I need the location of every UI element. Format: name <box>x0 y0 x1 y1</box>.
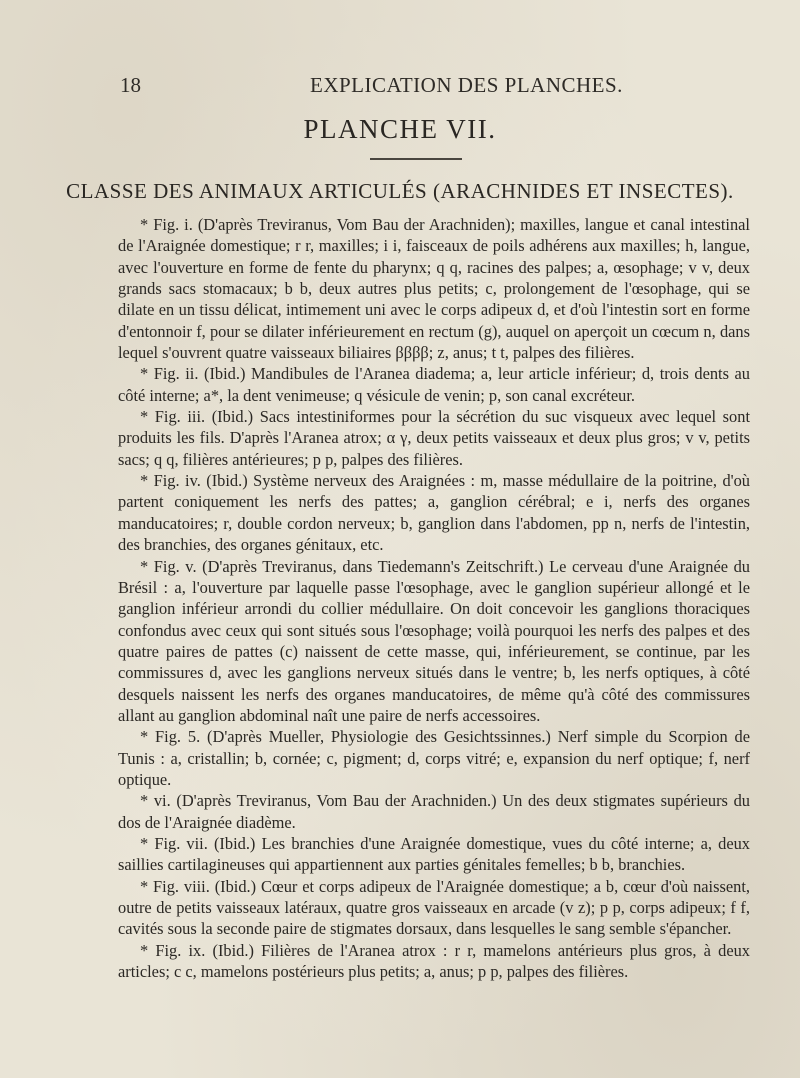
paragraph-fig-6: * vi. (D'après Treviranus, Vom Bau der Arachniden.) Un des deux stigmates supérieurs du dos de l'Araignée diadème. <box>118 791 750 832</box>
running-head: EXPLICATION DES PLANCHES. <box>310 73 623 97</box>
paragraph-fig-4: * Fig. iv. (Ibid.) Système nerveux des Araignées : m, masse médullaire de la poitrine, d'où partent coniquement les nerfs des pattes; a, ganglion cérébral; e i, nerfs des organes manducatoires; r, double cordon nerveux; b, ganglion dans l'abdomen, pp n, nerfs de l'intestin, des branchies, des organes génitaux, etc. <box>118 471 750 555</box>
page-number: 18 <box>120 73 141 97</box>
paragraph-fig-5-arabic: * Fig. 5. (D'après Mueller, Physiologie des Gesichtssinnes.) Nerf simple du Scorpion de Tunis : a, cristallin; b, cornée; c, pigment; d, corps vitré; e, expansion du nerf optique; f, nerf optique. <box>118 727 750 789</box>
paragraph-fig-7: * Fig. vii. (Ibid.) Les branchies d'une Araignée domestique, vues du côté interne; a, deux saillies cartilagineuses qui appartiennent aux parties génitales femelles; b b, branchies. <box>118 833 750 875</box>
page-header <box>120 73 760 103</box>
plate-explanation-text <box>118 214 750 982</box>
section-title: CLASSE DES ANIMAUX ARTICULÉS (ARACHNIDES ET INSECTES). <box>66 179 734 203</box>
paragraph-fig-8: * Fig. viii. (Ibid.) Cœur et corps adipeux de l'Araignée domestique; a b, cœur d'où naissent, outre de petits vaisseaux latéraux, quatre gros vaisseaux en arcade (v z); p p, corps adipeux; f f, cavités sous la seconde paire de stigmates dorsaux, dans lesquelles le sang semble s'épancher. <box>118 876 750 939</box>
paragraph-fig-1: * Fig. i. (D'après Treviranus, Vom Bau der Arachniden); maxilles, langue et canal intestinal de l'Araignée domestique; r r, maxilles; i i, faisceaux de poils adhérens aux maxilles; h, langue, avec l'ouverture en forme de fente du pharynx; q q, racines des palpes; a, œsophage; v v, deux grands sacs stomacaux; b b, deux autres plus petits; c, prolongement de l'œsophage, qui se dilate en un tissu délicat, intimement uni avec le corps adipeux d, et d'où l'intestin sort en forme d'entonnoir f, pour se dilater inférieurement en rectum (g), auquel on aperçoit un cœcum n, dans lequel s'ouvrent quatre vaisseaux biliaires ββββ; z, anus; t t, palpes des filières. <box>118 215 750 363</box>
title-rule <box>370 158 462 160</box>
plate-title: PLANCHE VII. <box>303 114 497 144</box>
paragraph-fig-2: * Fig. ii. (Ibid.) Mandibules de l'Aranea diadema; a, leur article inférieur; d, trois dents au côté interne; a*, la dent venimeuse; q vésicule de venin; p, son canal excréteur. <box>118 364 750 405</box>
paragraph-fig-9: * Fig. ix. (Ibid.) Filières de l'Aranea atrox : r r, mamelons antérieurs plus gros, à deux articles; c c, mamelons postérieurs plus petits; a, anus; p p, palpes des filières. <box>118 940 750 982</box>
paragraph-fig-3: * Fig. iii. (Ibid.) Sacs intestiniformes pour la sécrétion du suc visqueux avec lequel sont produits les fils. D'après l'Aranea atrox; α γ, deux petits vaisseaux et deux plus gros; v v, petits sacs; q q, filières antérieures; p p, palpes des filières. <box>118 407 750 469</box>
paragraph-fig-5-roman: * Fig. v. (D'après Treviranus, dans Tiedemann's Zeitschrift.) Le cerveau d'une Araignée du Brésil : a, l'ouverture par laquelle passe l'œsophage, avec le ganglion supérieur allongé et le ganglion inférieur arrondi du collier médullaire. On doit concevoir les ganglions thoraciques confondus avec ceux qui sont situés sous l'œsophage; voilà pourquoi les nerfs des palpes et des quatre paires de pattes (c) naissent de cette masse, qui, inférieurement, se continue, par les commissures d, avec les ganglions nerveux situés dans le ventre; b, les nerfs optiques, à côté desquels naissent les nerfs des organes manducatoires, de même qu'à côté des commissures allant au ganglion abdominal naît une paire de nerfs accessoires. <box>118 556 750 725</box>
